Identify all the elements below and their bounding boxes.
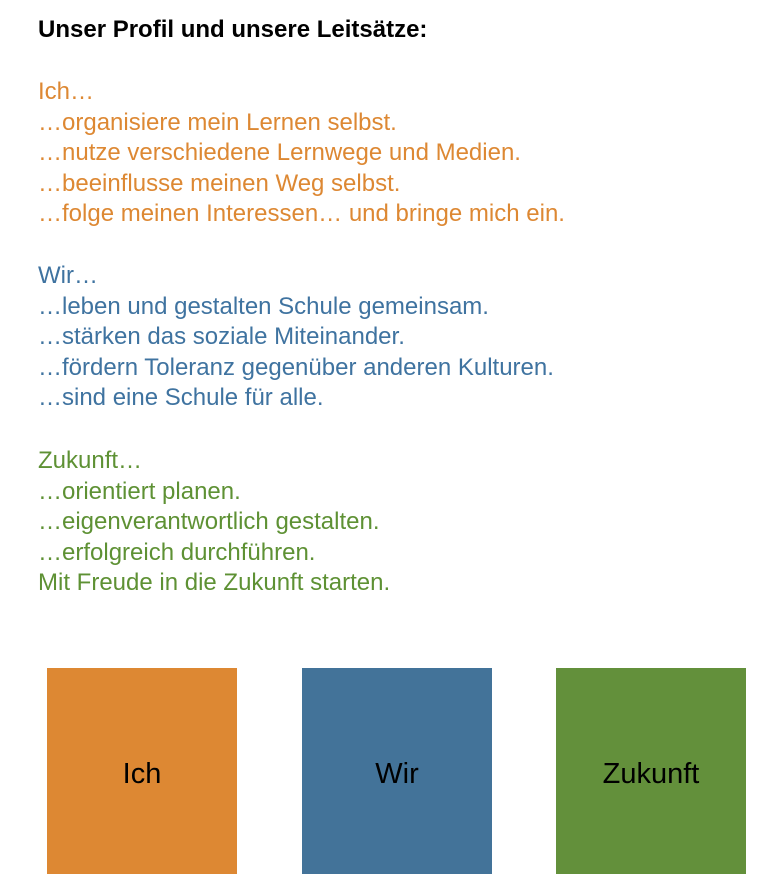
section-line: …sind eine Schule für alle. bbox=[38, 384, 324, 411]
box-label: Wir bbox=[375, 757, 419, 790]
section-heading: Wir… bbox=[38, 262, 98, 289]
section-wir bbox=[38, 261, 554, 414]
section-line: …folge meinen Interessen… und bringe mich ein. bbox=[38, 200, 565, 227]
section-line: Mit Freude in die Zukunft starten. bbox=[38, 569, 391, 596]
box-wir bbox=[302, 668, 492, 874]
box-zukunft bbox=[556, 668, 746, 874]
section-line: …nutze verschiedene Lernwege und Medien. bbox=[38, 139, 521, 166]
section-line: …erfolgreich durchführen. bbox=[38, 538, 316, 566]
section-line: …organisiere mein Lernen selbst. bbox=[38, 108, 397, 136]
section-line: …fördern Toleranz gegenüber anderen Kulturen. bbox=[38, 353, 554, 381]
section-line: …beeinflusse meinen Weg selbst. bbox=[38, 169, 401, 197]
section-zukunft bbox=[38, 446, 390, 599]
section-line: …leben und gestalten Schule gemeinsam. bbox=[38, 292, 489, 320]
page-title: Unser Profil und unsere Leitsätze: bbox=[38, 16, 428, 43]
box-label: Ich bbox=[122, 757, 162, 790]
section-heading: Zukunft… bbox=[38, 447, 143, 474]
section-line: …stärken das soziale Miteinander. bbox=[38, 323, 405, 350]
box-ich bbox=[47, 668, 237, 874]
section-heading: Ich… bbox=[38, 78, 95, 105]
section-line: …orientiert planen. bbox=[38, 477, 241, 505]
box-label: Zukunft bbox=[602, 757, 700, 790]
section-ich bbox=[38, 77, 565, 230]
section-line: …eigenverantwortlich gestalten. bbox=[38, 508, 380, 535]
